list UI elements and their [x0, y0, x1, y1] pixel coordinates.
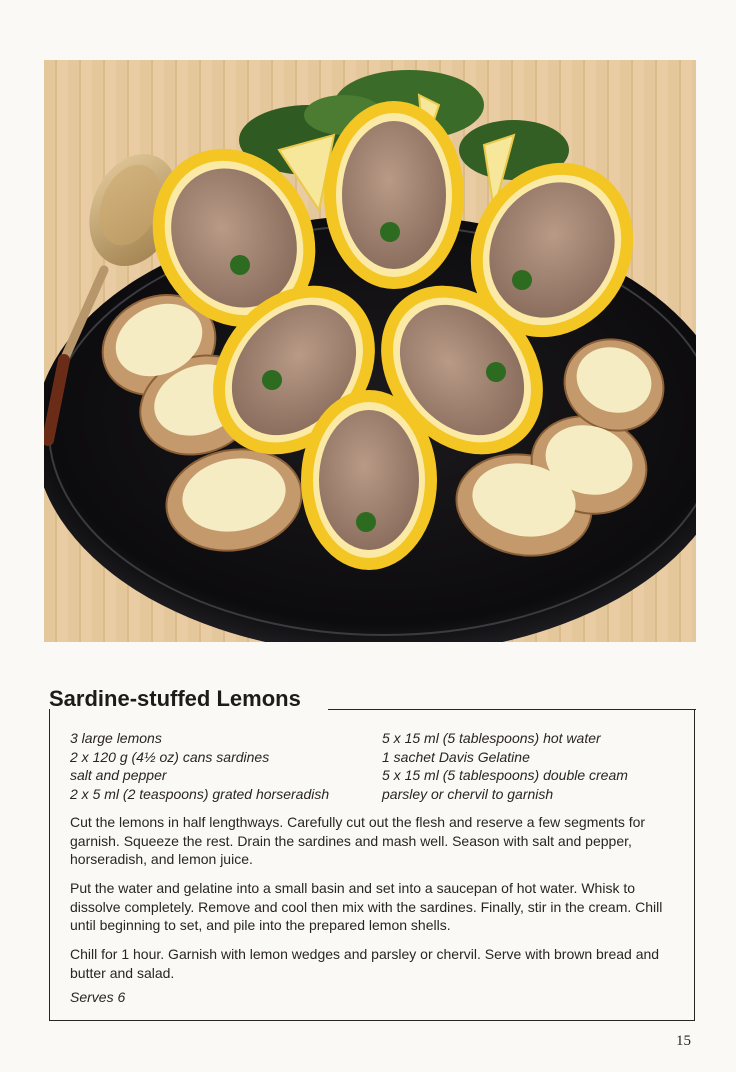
ingredient: 5 x 15 ml (5 tablespoons) hot water	[382, 730, 601, 746]
stuffed-lemons-illustration	[44, 60, 696, 642]
method-step: Cut the lemons in half lengthways. Carefully cut out the flesh and reserve a few segments for garnish. Squeeze the rest. Drain the sardines and mash well. Season with salt and pepper, horseradish, and lemon juice.	[70, 814, 646, 867]
ingredients-right	[382, 729, 682, 803]
recipe-title: Sardine-stuffed Lemons	[49, 686, 301, 711]
ingredient: 1 sachet Davis Gelatine	[382, 748, 530, 765]
serves-note: Serves 6	[70, 989, 126, 1005]
page-number: 15	[676, 1033, 691, 1049]
ingredient: salt and pepper	[70, 767, 167, 783]
ingredient: 5 x 15 ml (5 tablespoons) double cream	[382, 767, 628, 783]
method-step: Chill for 1 hour. Garnish with lemon wedges and parsley or chervil. Serve with brown bread and butter and salad.	[70, 946, 660, 981]
ingredient: 3 large lemons	[70, 730, 162, 746]
ingredient: parsley or chervil to garnish	[382, 785, 554, 802]
method-step: Put the water and gelatine into a small basin and set into a saucepan of hot water. Whisk to dissolve completely. Remove and cool then mix with the sardines. Finally, stir in the cream. Chill until beginning to set, and pile into the prepared lemon shells.	[70, 880, 663, 933]
ingredient: 2 x 120 g (4½ oz) cans sardines	[70, 748, 270, 765]
recipe-photo	[44, 60, 696, 642]
ingredient: 2 x 5 ml (2 teaspoons) grated horseradish	[70, 785, 330, 802]
ingredients-left	[70, 729, 370, 803]
